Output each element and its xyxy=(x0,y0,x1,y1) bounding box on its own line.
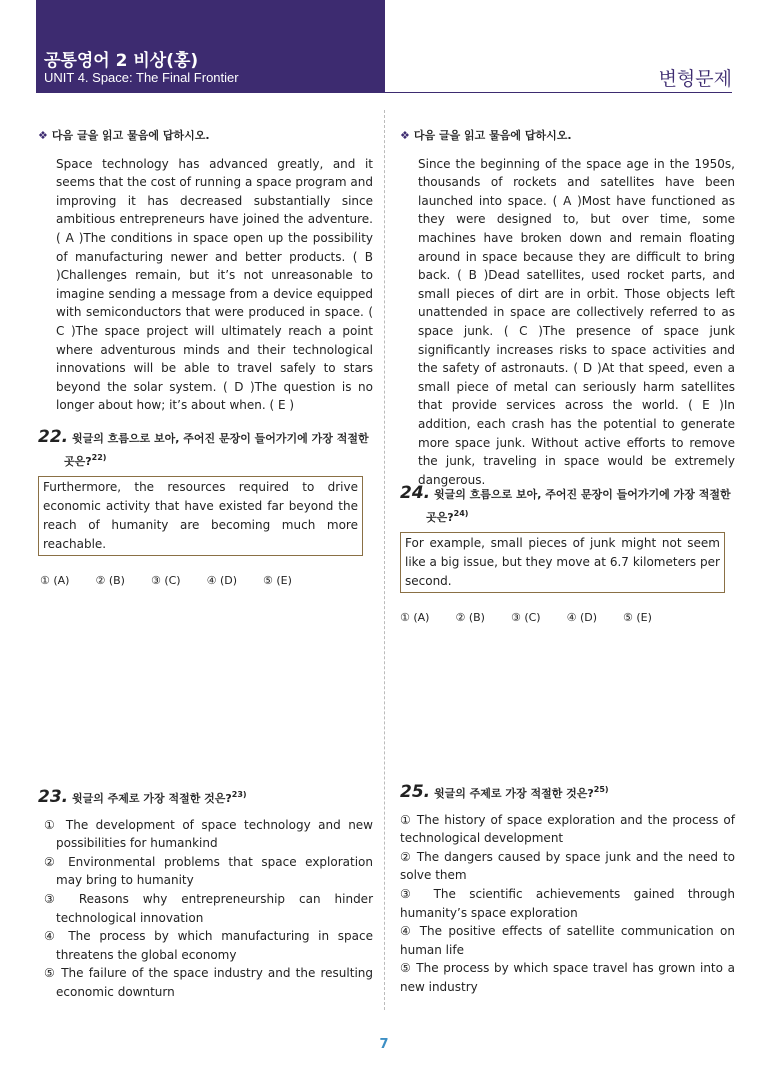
option-list xyxy=(400,811,735,997)
question-22 xyxy=(38,428,373,591)
question-text: 윗글의 주제로 가장 적절한 것은? xyxy=(433,787,594,800)
choice-b[interactable]: ② (B) xyxy=(455,611,485,624)
option-3[interactable]: ③ The scientific achievements gained through humanity’s space exploration xyxy=(400,886,735,920)
column-divider xyxy=(384,110,385,1010)
unit-title: UNIT 4. Space: The Final Frontier xyxy=(44,70,239,85)
section-label: 변형문제 xyxy=(658,68,732,90)
footnote-ref: 23) xyxy=(231,790,247,799)
question-25 xyxy=(400,781,735,997)
left-passage: Space technology has advanced greatly, and it seems that the cost of running a space program and improving it has decreased substantially since ambitious entrepreneurs have joined the adventure. ( A )The conditions in space open up the possibility of manufacturing newer and better products. ( B )Challenges remain, but it’s not unreasonable to imagine sending a message from a device equipped with semiconductors that were produced in space. ( C )The space project will ultimately reach a point where adventurous minds and their technological innovations will be able to travel safely to stars beyond the solar system. ( D )The question is no longer about how; it’s about when. ( E ) xyxy=(56,156,373,413)
choice-b[interactable]: ② (B) xyxy=(95,574,125,587)
question-text: 윗글의 흐름으로 보아, 주어진 문장이 들어가기에 가장 적절한 곳은? xyxy=(426,488,731,524)
left-instruction: ❖ 다음 글을 읽고 물음에 답하시오. xyxy=(38,129,210,142)
choice-d[interactable]: ④ (D) xyxy=(206,574,238,587)
question-23 xyxy=(38,786,373,1002)
question-number: 23. xyxy=(38,787,69,807)
question-text: 윗글의 흐름으로 보아, 주어진 문장이 들어가기에 가장 적절한 곳은? xyxy=(64,432,369,468)
given-sentence-box: Furthermore, the resources required to drive economic activity that have existed far beyond the reach of humanity are becoming much more reachable. xyxy=(38,476,363,556)
option-1[interactable]: ① The history of space exploration and the process of technological development xyxy=(400,812,735,846)
choice-d[interactable]: ④ (D) xyxy=(566,611,598,624)
diamond-bullet-icon: ❖ xyxy=(400,129,410,142)
page-number: 7 xyxy=(379,1037,389,1052)
choice-e[interactable]: ⑤ (E) xyxy=(263,574,292,587)
option-4[interactable]: ④ The positive effects of satellite communication on human life xyxy=(400,924,735,957)
option-5[interactable]: ⑤ The failure of the space industry and the resulting economic downturn xyxy=(44,966,373,999)
option-2[interactable]: ② Environmental problems that space exploration may bring to humanity xyxy=(44,854,373,888)
header-rule xyxy=(385,92,732,93)
question-number: 24. xyxy=(400,483,431,503)
question-text: 윗글의 주제로 가장 적절한 것은? xyxy=(71,792,232,805)
question-24 xyxy=(400,484,735,628)
right-passage: Since the beginning of the space age in the 1950s, thousands of rockets and satellites have been launched into space. ( A )Most have functioned as they were designed to, but over time, some machines have broken down and remain floating around in space because they are difficult to bring back. ( B )Dead satellites, used rocket parts, and small pieces of dirt are in orbit. Those objects left unattended in space are collectively referred to as space junk. ( C )The presence of space junk significantly increases risks to space activities and the safety of astronauts. ( D )At that speed, even a small piece of metal can seriously harm satellites that provide services across the world. ( E )In addition, each crash has the potential to generate more space junk. Without active efforts to remove the junk, traveling in space would be extremely dangerous. xyxy=(418,156,735,487)
option-2[interactable]: ② The dangers caused by space junk and the need to solve them xyxy=(400,849,735,883)
option-1[interactable]: ① The development of space technology and new possibilities for humankind xyxy=(44,817,373,851)
choice-a[interactable]: ① (A) xyxy=(400,611,430,624)
right-passage-block xyxy=(400,127,735,489)
given-sentence-box: For example, small pieces of junk might not seem like a big issue, but they move at 6.7 kilometers per second. xyxy=(400,532,725,593)
option-5[interactable]: ⑤ The process by which space travel has grown into a new industry xyxy=(400,961,735,994)
answer-choices xyxy=(400,609,735,628)
diamond-bullet-icon: ❖ xyxy=(38,129,48,142)
question-number: 22. xyxy=(38,427,69,447)
question-number: 25. xyxy=(400,782,431,802)
right-instruction: ❖ 다음 글을 읽고 물음에 답하시오. xyxy=(400,129,572,142)
footnote-ref: 24) xyxy=(453,509,469,518)
choice-c[interactable]: ③ (C) xyxy=(510,611,541,624)
option-4[interactable]: ④ The process by which manufacturing in space threatens the global economy xyxy=(44,929,373,962)
option-list xyxy=(38,816,373,1002)
choice-e[interactable]: ⑤ (E) xyxy=(623,611,652,624)
option-3[interactable]: ③ Reasons why entrepreneurship can hinder technological innovation xyxy=(44,891,373,925)
textbook-title: 공통영어 2 비상(홍) xyxy=(44,51,199,71)
choice-a[interactable]: ① (A) xyxy=(40,574,70,587)
answer-choices xyxy=(38,572,373,591)
left-passage-block xyxy=(38,127,373,415)
footnote-ref: 25) xyxy=(593,785,609,794)
choice-c[interactable]: ③ (C) xyxy=(150,574,181,587)
footnote-ref: 22) xyxy=(91,453,107,462)
